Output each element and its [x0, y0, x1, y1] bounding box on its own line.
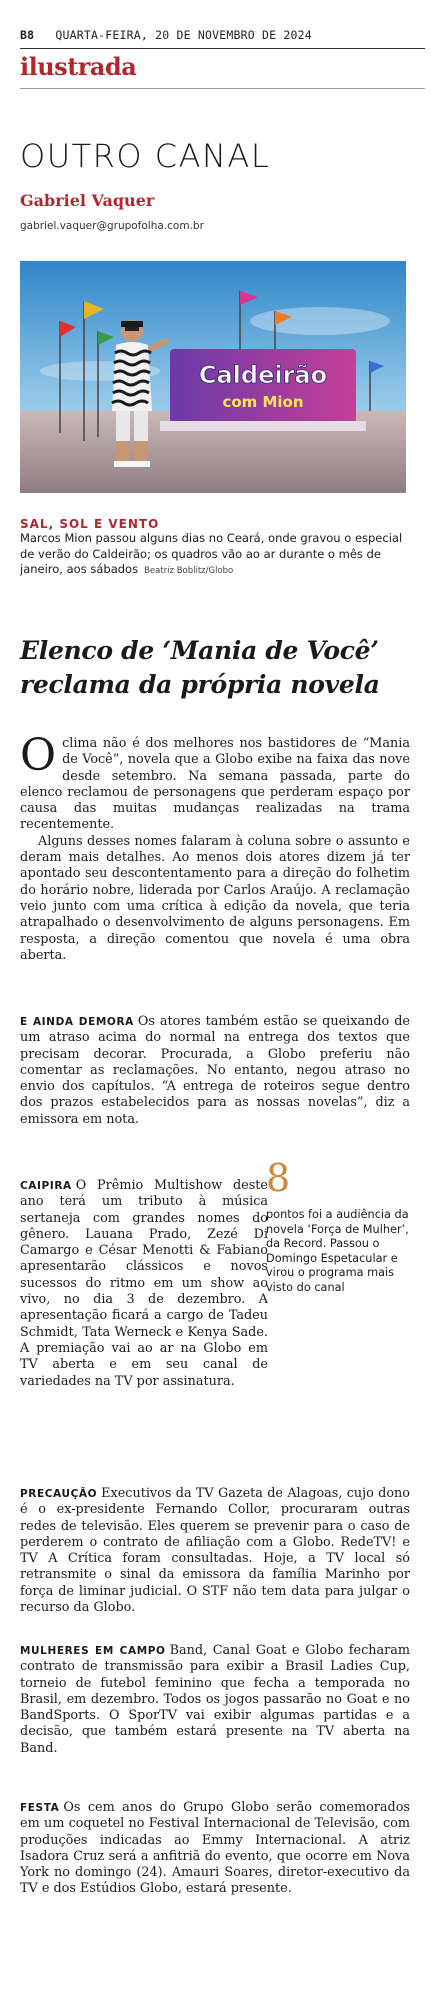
section-rule [20, 88, 425, 89]
caption-body: Marcos Mion passou alguns dias no Ceará, onde gravou o especial de verão do Caldeirão; os quadros vão ao ar durante o mês de janeiro, aos sábados [20, 531, 403, 576]
note-caipira [20, 1178, 268, 1390]
note-kicker: E AINDA DEMORA [20, 1016, 134, 1028]
note-text: O Prêmio Multishow deste ano terá um tributo à música sertaneja com grandes nomes do gênero. Lauana Prado, Zezé Di Camargo e César Menotti & Fabiano apresentarão clássicos e novos sucessos do ritmo em um show ao vivo, no dia 3 de dezembro. A apresentação ficará a cargo de Tadeu Schmidt, Tata Werneck e Kenya Sade. A premiação vai ao ar na Globo em TV aberta e em seu canal de variedades na TV por assinatura. [20, 1178, 268, 1389]
note-text: Os atores também estão se queixando de um atraso acima do normal na entrega dos textos que precisam decorar. Procurada, a Globo preferiu não comentar as reclamações. No entanto, negou atraso no envio dos capítulos. “A entrega de roteiros segue dentro dos prazos estabelecidos para as nossas novelas”, diz a emissora em nota. [20, 1014, 410, 1127]
note-kicker: FESTA [20, 1802, 60, 1814]
article-lede [20, 730, 410, 964]
issue-date: QUARTA-FEIRA, 20 DE NOVEMBRO DE 2024 [55, 28, 312, 42]
column-title: OUTRO CANAL [20, 137, 271, 175]
note-text: Band, Canal Goat e Globo fecharam contrato de transmissão para exibir a Brasil Ladies Cup, torneio de futebol feminino que fecha a temporada no Brasil, em dezembro. Todos os jogos passarão no Goat e no BandSports. O SporTV vai exibir algumas partidas e a decisão, que também estará presente na TV aberta na Band. [20, 1643, 410, 1756]
caption-kicker: SAL, SOL E VENTO [20, 517, 160, 531]
note-mulheres-em-campo [20, 1643, 410, 1757]
author-email: gabriel.vaquer@grupofolha.com.br [20, 220, 204, 232]
page-header [20, 28, 425, 42]
photo-caption [20, 531, 406, 580]
lede-text: clima não é dos melhores nos bastidores de “Mania de Você”, novela que a Globo exibe na faixa das nove desde setembro. Na semana passada, parte do elenco reclamou de personagens que perderam espaço por causa das muitas mudanças realizadas na trama recentemente. [20, 736, 410, 833]
page-number: B8 [20, 28, 35, 42]
article-headline: Elenco de ‘Mania de Você’ reclama da própria novela [20, 636, 380, 699]
stat-number: 8 [266, 1156, 291, 1200]
note-text: Os cem anos do Grupo Globo serão comemorados em um coquetel no Festival Internacional de Televisão, com produções indicadas ao Emmy Internacional. A atriz Isadora Cruz será a anfitriã do evento, que ocorre em Nova York no domingo (24). Amauri Soares, diretor-executivo da TV e dos Estúdios Globo, estará presente. [20, 1800, 410, 1897]
stat-box [266, 1158, 416, 1295]
section-name: ilustrada [20, 52, 137, 81]
lede-paragraph [20, 730, 410, 834]
drop-cap: O [20, 730, 57, 781]
note-kicker: MULHERES EM CAMPO [20, 1645, 166, 1657]
note-kicker: PRECAUÇÃO [20, 1488, 98, 1500]
note-precaucao [20, 1486, 410, 1616]
sign-text-caldeirao: Caldeirão [198, 361, 328, 389]
sign-text-mion: com Mion [222, 393, 304, 411]
stat-text: pontos foi a audiência da novela ‘Força de Mulher’, da Record. Passou o Domingo Espetacular e virou o programa mais visto do canal [266, 1208, 409, 1294]
photo-mion-caldeirao [20, 261, 406, 493]
header-rule [20, 48, 425, 49]
paragraph-2: Alguns desses nomes falaram à coluna sobre o assunto e deram mais detalhes. Ao menos dois atores dizem já ter apontado seu descontentamento para a direção do folhetim do horário nobre, liderada por Carlos Araújo. A reclamação veio junto com uma crítica à edição da novela, que teria atrapalhado o desenvolvimento de alguns personagens. Em resposta, a direção comentou que novela é uma obra aberta. [20, 833, 410, 963]
note-festa [20, 1800, 410, 1898]
note-e-ainda-demora [20, 1014, 410, 1128]
author-name: Gabriel Vaquer [20, 191, 155, 210]
note-text: Executivos da TV Gazeta de Alagoas, cujo dono é o ex-presidente Fernando Collor, procuraram outras redes de televisão. Eles querem se prevenir para o caso de perderem o contrato de afiliação com a Globo. RedeTV! e TV A Crítica foram consultadas. Hoje, a TV local só retransmite o sinal da emissora da família Marinho por força de liminar judicial. O STF não tem data para julgar o recurso da Globo. [20, 1486, 410, 1616]
photo-credit: Beatriz Boblitz/Globo [144, 566, 234, 576]
note-kicker: CAIPIRA [20, 1180, 72, 1192]
